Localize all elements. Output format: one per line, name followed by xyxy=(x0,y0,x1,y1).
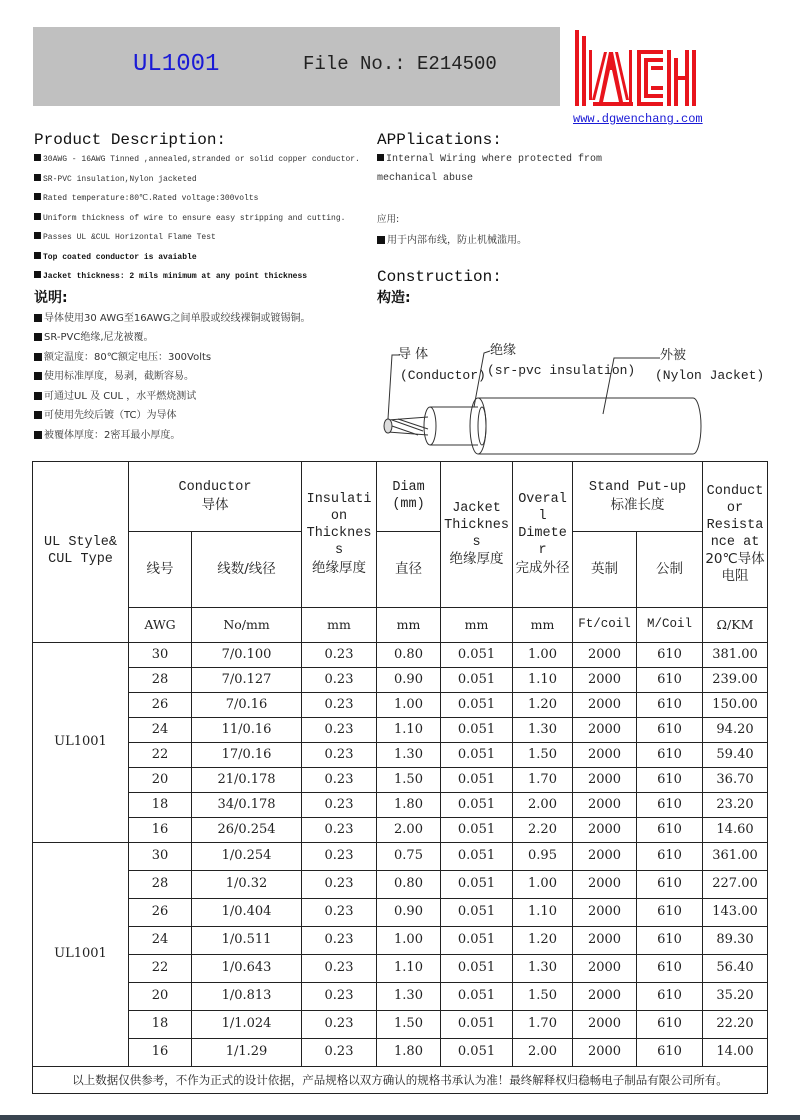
table-cell: 2000 xyxy=(573,818,637,843)
cable-diagram-icon xyxy=(378,325,768,455)
table-cell: 14.00 xyxy=(703,1039,768,1067)
table-cell: 610 xyxy=(637,927,703,955)
conductor-zh-label: 导 体 xyxy=(398,347,429,362)
table-cell: 56.40 xyxy=(703,955,768,983)
table-cell: 18 xyxy=(129,793,192,818)
table-cell: 0.051 xyxy=(441,768,513,793)
table-cell: 2000 xyxy=(573,871,637,899)
table-cell: 0.051 xyxy=(441,718,513,743)
unit-cell: mm xyxy=(441,608,513,643)
table-cell: 22 xyxy=(129,743,192,768)
table-cell: 0.23 xyxy=(302,1011,377,1039)
bullet-square-icon xyxy=(34,431,42,439)
table-cell: 0.23 xyxy=(302,768,377,793)
description-item: SR-PVC insulation,Nylon jacketed xyxy=(34,174,197,184)
table-cell: 0.80 xyxy=(377,871,441,899)
table-cell: 17/0.16 xyxy=(192,743,302,768)
table-cell: 610 xyxy=(637,693,703,718)
table-row xyxy=(33,643,768,668)
application-zh-item: 用于内部布线，防止机械滥用。 xyxy=(377,231,527,246)
unit-cell: mm xyxy=(302,608,377,643)
table-cell: 7/0.16 xyxy=(192,693,302,718)
table-cell: 0.051 xyxy=(441,927,513,955)
table-cell: 0.23 xyxy=(302,718,377,743)
table-cell: 0.051 xyxy=(441,793,513,818)
table-cell: 2.20 xyxy=(513,818,573,843)
cable-construction-diagram xyxy=(378,325,768,455)
bullet-square-icon xyxy=(34,252,41,259)
table-cell: 16 xyxy=(129,818,192,843)
table-cell: 610 xyxy=(637,718,703,743)
bullet-square-icon xyxy=(34,154,41,161)
header-row-2 xyxy=(33,532,768,608)
table-cell: 1.00 xyxy=(377,927,441,955)
table-cell: 1.00 xyxy=(513,871,573,899)
table-row xyxy=(33,793,768,818)
description-zh-heading: 说明: xyxy=(34,290,68,306)
table-cell: 0.23 xyxy=(302,643,377,668)
table-cell: 59.40 xyxy=(703,743,768,768)
table-cell: 22.20 xyxy=(703,1011,768,1039)
description-zh-item: 使用标准厚度，易剥，截断容易。 xyxy=(34,367,194,382)
table-cell: 1.50 xyxy=(513,983,573,1011)
table-cell: 30 xyxy=(129,843,192,871)
table-cell: 16 xyxy=(129,1039,192,1067)
table-cell: 0.23 xyxy=(302,955,377,983)
table-cell: 0.23 xyxy=(302,983,377,1011)
header-strand-zh: 线数/线径 xyxy=(192,532,302,608)
table-cell: 0.051 xyxy=(441,1011,513,1039)
construction-heading: Construction: xyxy=(377,268,502,286)
table-cell: 610 xyxy=(637,983,703,1011)
table-cell: 1.10 xyxy=(377,718,441,743)
table-cell: 2000 xyxy=(573,843,637,871)
table-cell: 26/0.254 xyxy=(192,818,302,843)
table-cell: 0.23 xyxy=(302,668,377,693)
table-cell: 2000 xyxy=(573,643,637,668)
table-cell: 0.80 xyxy=(377,643,441,668)
bullet-square-icon xyxy=(377,236,385,244)
table-cell: 30 xyxy=(129,643,192,668)
table-cell: 610 xyxy=(637,743,703,768)
table-cell: 0.23 xyxy=(302,899,377,927)
description-item: Top coated conductor is avaiable xyxy=(34,252,197,262)
table-cell: 1/0.643 xyxy=(192,955,302,983)
table-cell: 0.051 xyxy=(441,743,513,768)
table-cell: 0.23 xyxy=(302,693,377,718)
table-cell: 610 xyxy=(637,793,703,818)
table-cell: 2000 xyxy=(573,1011,637,1039)
table-cell: 0.051 xyxy=(441,899,513,927)
table-cell: 2000 xyxy=(573,718,637,743)
table-cell: 0.051 xyxy=(441,1039,513,1067)
table-cell: 22 xyxy=(129,955,192,983)
table-cell: 0.051 xyxy=(441,818,513,843)
table-row xyxy=(33,927,768,955)
construction-zh-heading: 构造: xyxy=(377,290,411,306)
disclaimer-text: 以上数据仅供参考，不作为正式的设计依据，产品规格以双方确认的规格书承认为准！最终解释权归稳畅电子制品有限公司所有。 xyxy=(33,1067,768,1094)
header-insulation: Insulati on Thicknes s 绝缘厚度 xyxy=(302,462,377,608)
table-cell: 2000 xyxy=(573,768,637,793)
description-zh-item: 额定温度：80℃额定电压：300Volts xyxy=(34,348,211,363)
table-row xyxy=(33,843,768,871)
table-cell: 1.80 xyxy=(377,793,441,818)
table-cell: 610 xyxy=(637,1039,703,1067)
table-cell: 610 xyxy=(637,1011,703,1039)
table-cell: 24 xyxy=(129,718,192,743)
unit-cell: Ω/KM xyxy=(703,608,768,643)
conductor-en-label: (Conductor) xyxy=(400,368,486,383)
table-row xyxy=(33,818,768,843)
table-cell: 1/0.32 xyxy=(192,871,302,899)
model-title: UL1001 xyxy=(133,51,220,78)
unit-cell: M/Coil xyxy=(637,608,703,643)
insulation-en-label: (sr-pvc insulation) xyxy=(487,363,636,378)
table-cell: 1/1.024 xyxy=(192,1011,302,1039)
header-diam: Diam (mm) xyxy=(377,462,441,532)
applications-zh-heading: 应用: xyxy=(377,214,400,225)
file-number: File No.: E214500 xyxy=(303,53,497,75)
table-cell: 0.23 xyxy=(302,1039,377,1067)
bullet-square-icon xyxy=(34,333,42,341)
table-cell: 610 xyxy=(637,899,703,927)
table-cell: 1.10 xyxy=(513,899,573,927)
table-cell: 36.70 xyxy=(703,768,768,793)
table-cell: 1/1.29 xyxy=(192,1039,302,1067)
table-cell: 1/0.511 xyxy=(192,927,302,955)
table-cell: 1.30 xyxy=(513,718,573,743)
header-awg-zh: 线号 xyxy=(129,532,192,608)
table-cell: 2000 xyxy=(573,955,637,983)
table-cell: 35.20 xyxy=(703,983,768,1011)
bullet-square-icon xyxy=(34,372,42,380)
applications-heading: APPlications: xyxy=(377,131,502,149)
header-jacket: Jacket Thicknes s 绝缘厚度 xyxy=(441,462,513,608)
table-cell: 143.00 xyxy=(703,899,768,927)
table-row xyxy=(33,955,768,983)
table-cell: 2000 xyxy=(573,793,637,818)
table-cell: 0.75 xyxy=(377,843,441,871)
header-imperial-zh: 英制 xyxy=(573,532,637,608)
table-cell: 2000 xyxy=(573,927,637,955)
table-cell: 1.70 xyxy=(513,768,573,793)
bullet-square-icon xyxy=(34,193,41,200)
table-cell: 0.23 xyxy=(302,743,377,768)
description-item: Rated temperature:80℃.Rated voltage:300volts xyxy=(34,193,258,203)
table-cell: 1.00 xyxy=(377,693,441,718)
header-row xyxy=(33,462,768,532)
header-metric-zh: 公制 xyxy=(637,532,703,608)
description-item: Passes UL &CUL Horizontal Flame Test xyxy=(34,232,216,242)
description-zh-item: 导体使用30 AWG至16AWG之间单股或绞线裸铜或镀锡铜。 xyxy=(34,309,311,324)
table-cell: 2000 xyxy=(573,743,637,768)
table-row xyxy=(33,1011,768,1039)
table-cell: 7/0.127 xyxy=(192,668,302,693)
table-cell: 20 xyxy=(129,983,192,1011)
jacket-en-label: (Nylon Jacket) xyxy=(655,368,765,383)
table-cell: 1.50 xyxy=(377,1011,441,1039)
table-row xyxy=(33,768,768,793)
table-row xyxy=(33,668,768,693)
table-cell: 1.30 xyxy=(377,743,441,768)
table-cell: 11/0.16 xyxy=(192,718,302,743)
table-cell: 610 xyxy=(637,843,703,871)
header-diam-zh: 直径 xyxy=(377,532,441,608)
application-item-cont: mechanical abuse xyxy=(377,173,474,184)
table-cell: 0.90 xyxy=(377,899,441,927)
bullet-square-icon xyxy=(34,213,41,220)
table-row xyxy=(33,983,768,1011)
specification-table xyxy=(32,461,768,1094)
table-cell: 21/0.178 xyxy=(192,768,302,793)
table-cell: 2000 xyxy=(573,693,637,718)
bullet-square-icon xyxy=(34,353,42,361)
table-cell: 28 xyxy=(129,871,192,899)
table-cell: 610 xyxy=(637,955,703,983)
table-cell: 0.23 xyxy=(302,793,377,818)
website-link[interactable]: www.dgwenchang.com xyxy=(573,112,703,126)
header-resistance: Conduct or Resista nce at 20℃导体电阻 xyxy=(703,462,768,608)
table-cell: 0.051 xyxy=(441,693,513,718)
table-cell: 1.00 xyxy=(513,643,573,668)
description-item: 30AWG - 16AWG Tinned ,annealed,stranded or solid copper conductor. xyxy=(34,154,360,164)
table-cell: 34/0.178 xyxy=(192,793,302,818)
table-cell: 23.20 xyxy=(703,793,768,818)
header-conductor: Conductor 导体 xyxy=(129,462,302,532)
table-row xyxy=(33,1039,768,1067)
unit-cell: mm xyxy=(377,608,441,643)
table-cell: 94.20 xyxy=(703,718,768,743)
table-cell: 610 xyxy=(637,818,703,843)
table-cell: 239.00 xyxy=(703,668,768,693)
table-cell: 0.23 xyxy=(302,843,377,871)
table-cell: 2000 xyxy=(573,668,637,693)
table-cell: 610 xyxy=(637,768,703,793)
table-cell: 18 xyxy=(129,1011,192,1039)
table-cell: 1.70 xyxy=(513,1011,573,1039)
table-cell: 1/0.254 xyxy=(192,843,302,871)
table-cell: 2.00 xyxy=(513,793,573,818)
table-cell: 610 xyxy=(637,871,703,899)
table-cell: 361.00 xyxy=(703,843,768,871)
table-cell: 0.90 xyxy=(377,668,441,693)
style-cell: UL1001 xyxy=(33,843,129,1067)
table-cell: 1.20 xyxy=(513,693,573,718)
unit-cell: No/mm xyxy=(192,608,302,643)
table-cell: 2000 xyxy=(573,1039,637,1067)
table-cell: 24 xyxy=(129,927,192,955)
units-row xyxy=(33,608,768,643)
bullet-square-icon xyxy=(377,154,384,161)
bullet-square-icon xyxy=(34,232,41,239)
description-zh-item: 被覆体厚度：2密耳最小厚度。 xyxy=(34,426,180,441)
description-item: Jacket thickness: 2 mils minimum at any point thickness xyxy=(34,271,307,281)
product-description-heading: Product Description: xyxy=(34,131,227,149)
description-zh-item: 可通过UL 及 CUL ，水平燃烧测试 xyxy=(34,387,196,402)
table-row xyxy=(33,899,768,927)
table-cell: 610 xyxy=(637,668,703,693)
table-cell: 0.23 xyxy=(302,927,377,955)
bullet-square-icon xyxy=(34,411,42,419)
table-row xyxy=(33,718,768,743)
application-item: Internal Wiring where protected from xyxy=(377,154,602,165)
wch-logo xyxy=(573,30,699,106)
table-cell: 2.00 xyxy=(377,818,441,843)
wch-logo-icon xyxy=(573,30,699,106)
header-style: UL Style& CUL Type xyxy=(33,462,129,643)
table-cell: 227.00 xyxy=(703,871,768,899)
table-cell: 89.30 xyxy=(703,927,768,955)
unit-cell: Ft/coil xyxy=(573,608,637,643)
table-cell: 0.23 xyxy=(302,871,377,899)
table-cell: 0.051 xyxy=(441,871,513,899)
table-cell: 2.00 xyxy=(513,1039,573,1067)
table-cell: 2000 xyxy=(573,899,637,927)
table-cell: 1/0.813 xyxy=(192,983,302,1011)
description-zh-item: 可使用先绞后镀（TC）为导体 xyxy=(34,406,177,421)
unit-cell: mm xyxy=(513,608,573,643)
table-cell: 0.051 xyxy=(441,983,513,1011)
table-cell: 381.00 xyxy=(703,643,768,668)
table-cell: 150.00 xyxy=(703,693,768,718)
bullet-square-icon xyxy=(34,174,41,181)
description-zh-item: SR-PVC绝缘,尼龙被覆。 xyxy=(34,328,154,343)
table-cell: 28 xyxy=(129,668,192,693)
title-banner xyxy=(33,27,560,106)
table-cell: 1.20 xyxy=(513,927,573,955)
table-cell: 1.80 xyxy=(377,1039,441,1067)
footer-row xyxy=(33,1067,768,1094)
bullet-square-icon xyxy=(34,271,41,278)
style-cell: UL1001 xyxy=(33,643,129,843)
bottom-band xyxy=(0,1115,800,1120)
jacket-zh-label: 外被 xyxy=(660,348,687,363)
table-cell: 14.60 xyxy=(703,818,768,843)
bullet-square-icon xyxy=(34,392,42,400)
table-cell: 2000 xyxy=(573,983,637,1011)
table-cell: 0.23 xyxy=(302,818,377,843)
table-cell: 1.10 xyxy=(513,668,573,693)
table-cell: 0.051 xyxy=(441,843,513,871)
table-row xyxy=(33,693,768,718)
insulation-zh-label: 绝缘 xyxy=(490,343,517,358)
table-cell: 610 xyxy=(637,643,703,668)
header-putup: Stand Put-up 标准长度 xyxy=(573,462,703,532)
table-cell: 0.95 xyxy=(513,843,573,871)
table-row xyxy=(33,871,768,899)
table-row xyxy=(33,743,768,768)
table-cell: 26 xyxy=(129,899,192,927)
table-cell: 1/0.404 xyxy=(192,899,302,927)
unit-cell: AWG xyxy=(129,608,192,643)
description-item: Uniform thickness of wire to ensure easy stripping and cutting. xyxy=(34,213,345,223)
table-cell: 1.10 xyxy=(377,955,441,983)
header-overall: Overal l Dimete r 完成外径 xyxy=(513,462,573,608)
table-cell: 1.50 xyxy=(377,768,441,793)
table-cell: 26 xyxy=(129,693,192,718)
table-cell: 1.50 xyxy=(513,743,573,768)
table-cell: 0.051 xyxy=(441,668,513,693)
bullet-square-icon xyxy=(34,314,42,322)
table-cell: 20 xyxy=(129,768,192,793)
table-cell: 1.30 xyxy=(377,983,441,1011)
table-cell: 0.051 xyxy=(441,643,513,668)
table-cell: 1.30 xyxy=(513,955,573,983)
table-cell: 7/0.100 xyxy=(192,643,302,668)
table-cell: 0.051 xyxy=(441,955,513,983)
